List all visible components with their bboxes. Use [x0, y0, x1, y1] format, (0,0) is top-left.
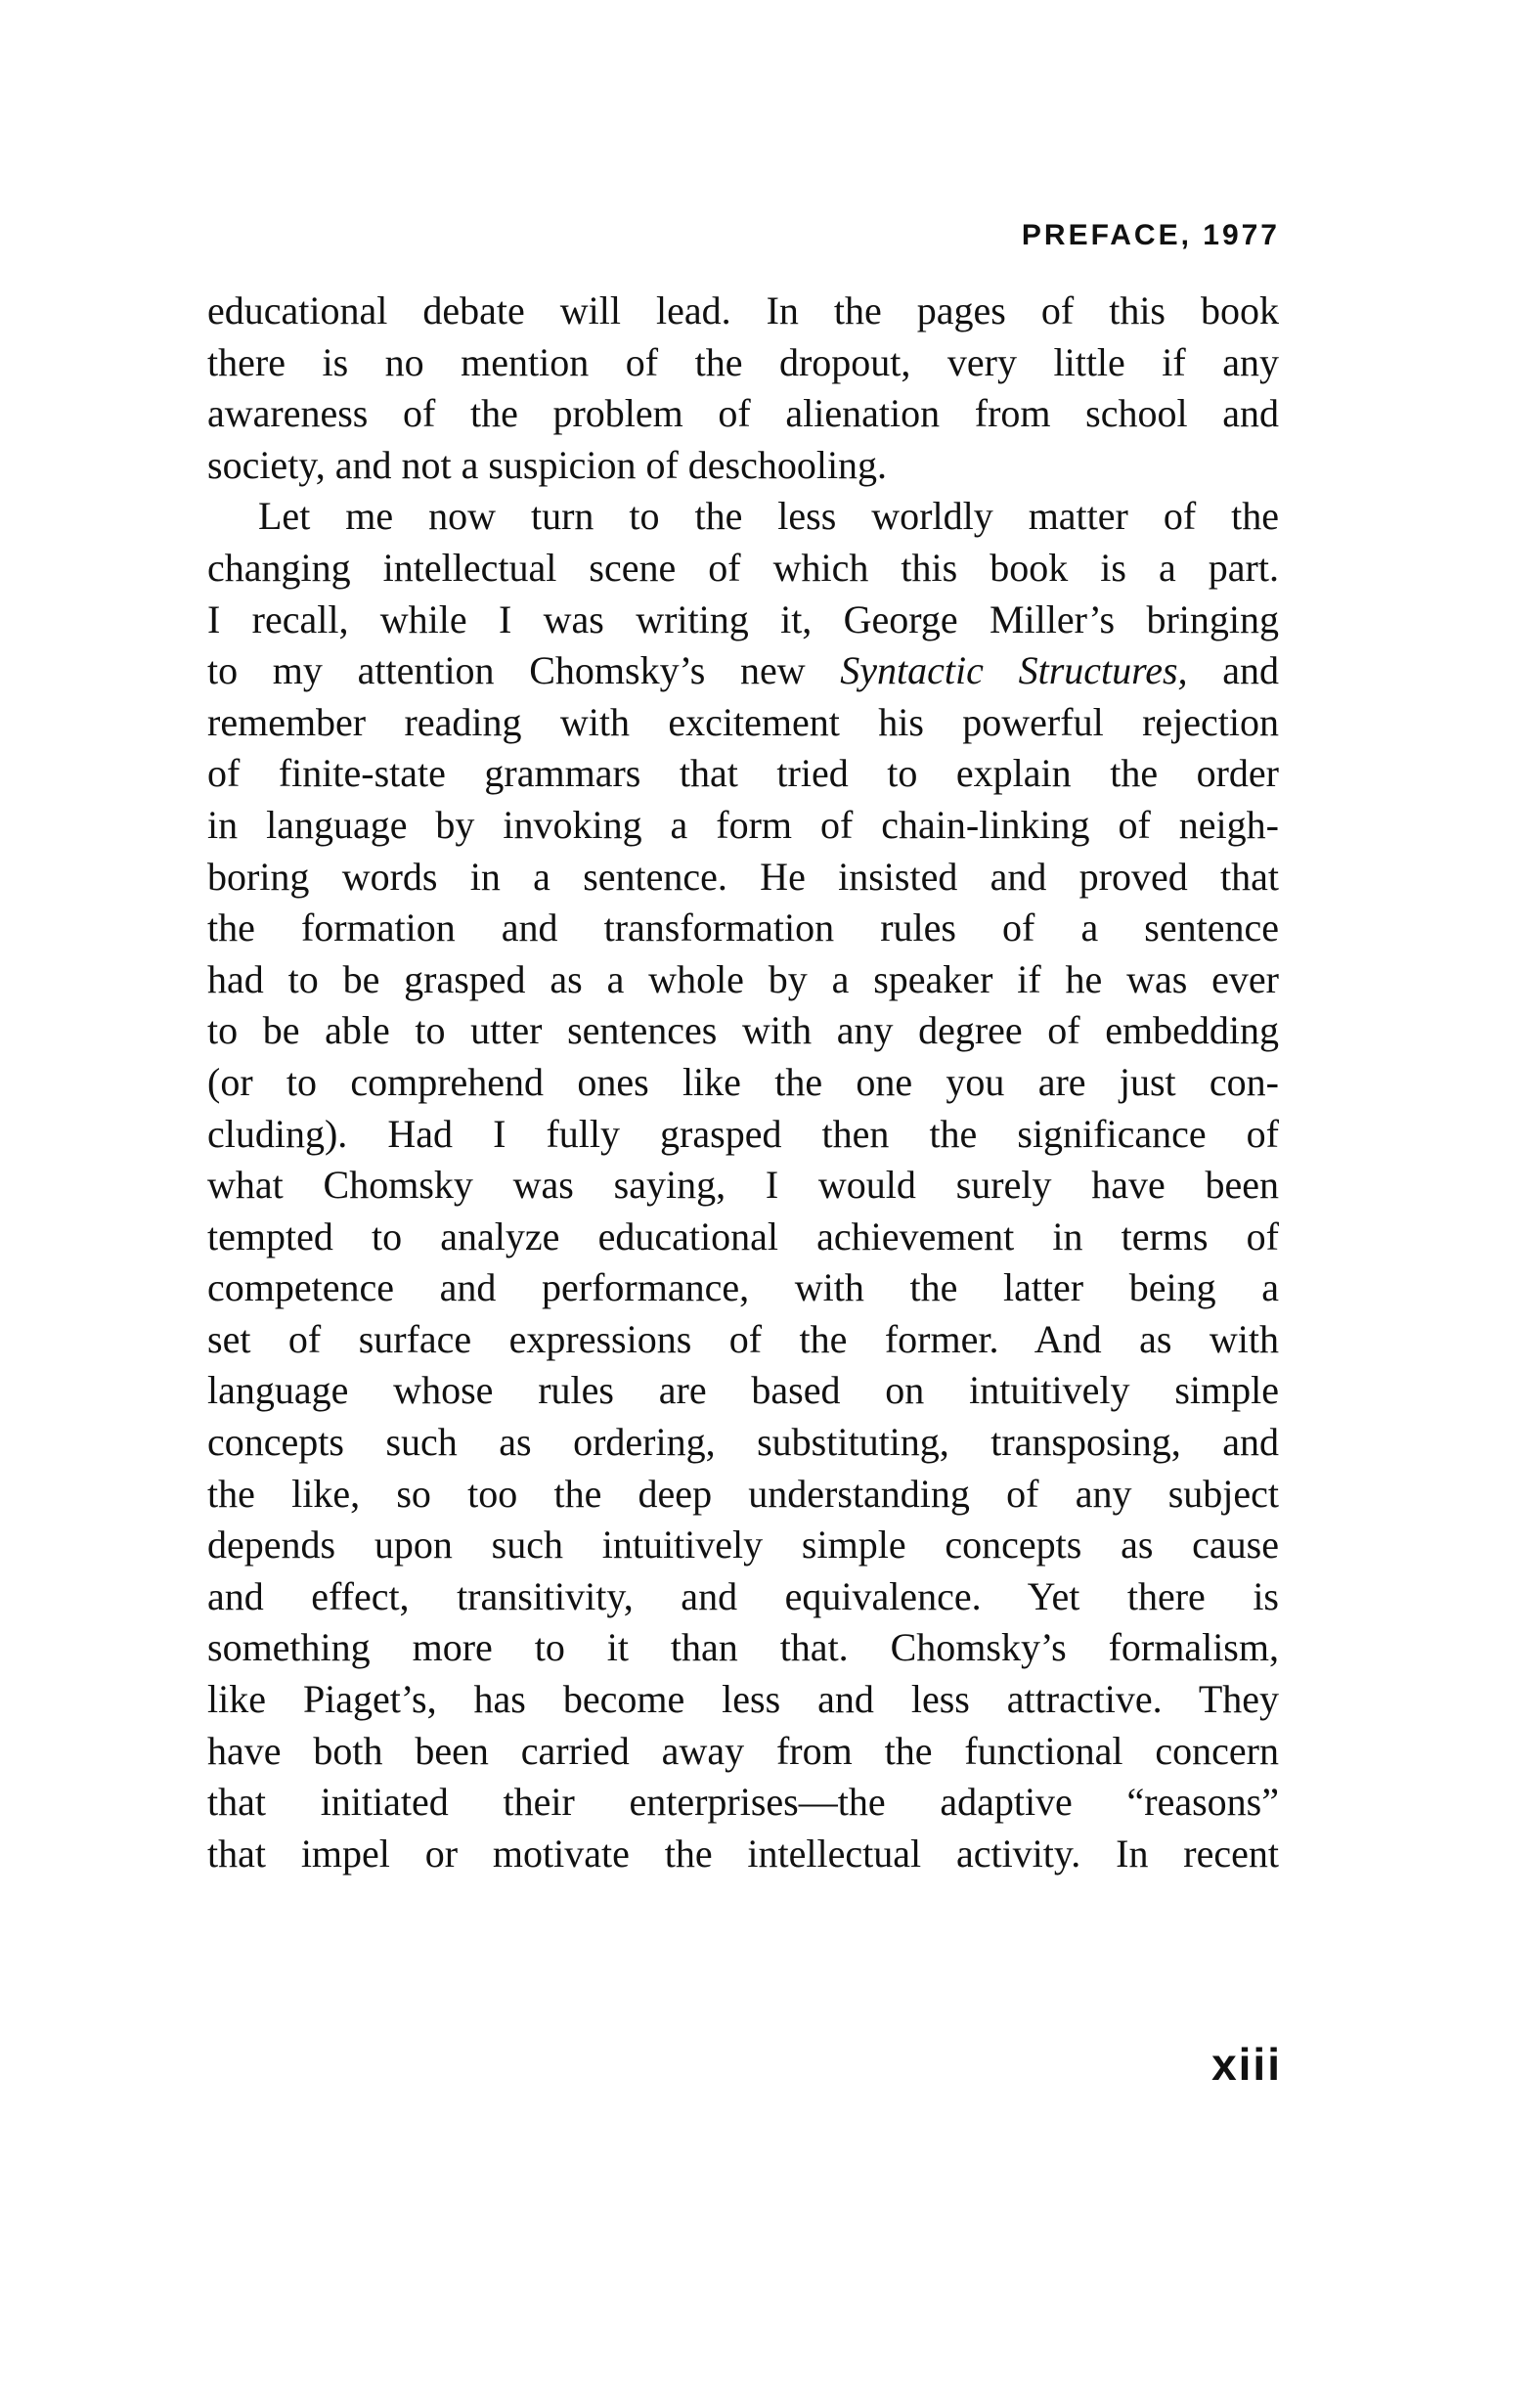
paragraph-start-line: Let me now turn to the less worldly matter of the [258, 494, 1279, 539]
text-run: to my attention Chomsky’s new [207, 648, 841, 693]
text-line: I recall, while I was writing it, George Miller’s bringing [207, 596, 1279, 641]
text-line: have both been carried away from the functional concern [207, 1728, 1279, 1773]
text-line: society, and not a suspicion of deschooling. [207, 442, 888, 487]
page-number: xiii [1211, 2039, 1282, 2090]
text-run: and [1187, 648, 1279, 693]
text-line: competence and performance, with the latter being a [207, 1265, 1279, 1310]
text-line: to be able to utter sentences with any degree of embedding [207, 1008, 1279, 1053]
text-line: remember reading with excitement his powerful rejection [207, 699, 1279, 744]
running-head: PREFACE, 1977 [1021, 219, 1280, 251]
text-line: there is no mention of the dropout, very little if any [207, 339, 1279, 384]
text-line: the like, so too the deep understanding of any subject [207, 1471, 1279, 1516]
text-line: had to be grasped as a whole by a speaker if he was ever [207, 956, 1279, 1001]
text-line: cluding). Had I fully grasped then the significance of [207, 1111, 1279, 1156]
text-line: set of surface expressions of the former. And as with [207, 1316, 1279, 1361]
text-line: something more to it than that. Chomsky’s formalism, [207, 1625, 1279, 1670]
text-line: (or to comprehend ones like the one you are just con- [207, 1059, 1279, 1104]
text-line: the formation and transformation rules of a sentence [207, 905, 1279, 950]
text-line: language whose rules are based on intuitively simple [207, 1368, 1279, 1413]
text-line: awareness of the problem of alienation from school and [207, 391, 1279, 436]
text-line: that impel or motivate the intellectual activity. In recent [207, 1831, 1279, 1876]
text-line: like Piaget’s, has become less and less attractive. They [207, 1677, 1279, 1722]
text-line: of finite-state grammars that tried to explain the order [207, 751, 1279, 796]
text-line: in language by invoking a form of chain-linking of neigh- [207, 802, 1279, 847]
text-line: depends upon such intuitively simple concepts as cause [207, 1523, 1279, 1567]
text-line: and effect, transitivity, and equivalence. Yet there is [207, 1573, 1279, 1618]
text-line: boring words in a sentence. He insisted and proved that [207, 854, 1279, 899]
text-line: what Chomsky was saying, I would surely have been [207, 1163, 1279, 1208]
body-text [207, 286, 1279, 1879]
text-line-with-title [207, 645, 1279, 697]
text-line: educational debate will lead. In the pages of this book [207, 288, 1279, 332]
text-line: that initiated their enterprises—the adaptive “reasons” [207, 1780, 1279, 1825]
text-line: tempted to analyze educational achievement in terms of [207, 1214, 1279, 1258]
text-line: concepts such as ordering, substituting, transposing, and [207, 1420, 1279, 1465]
text-line: changing intellectual scene of which this book is a part. [207, 545, 1279, 590]
book-title-italic: Syntactic Structures, [840, 648, 1188, 693]
